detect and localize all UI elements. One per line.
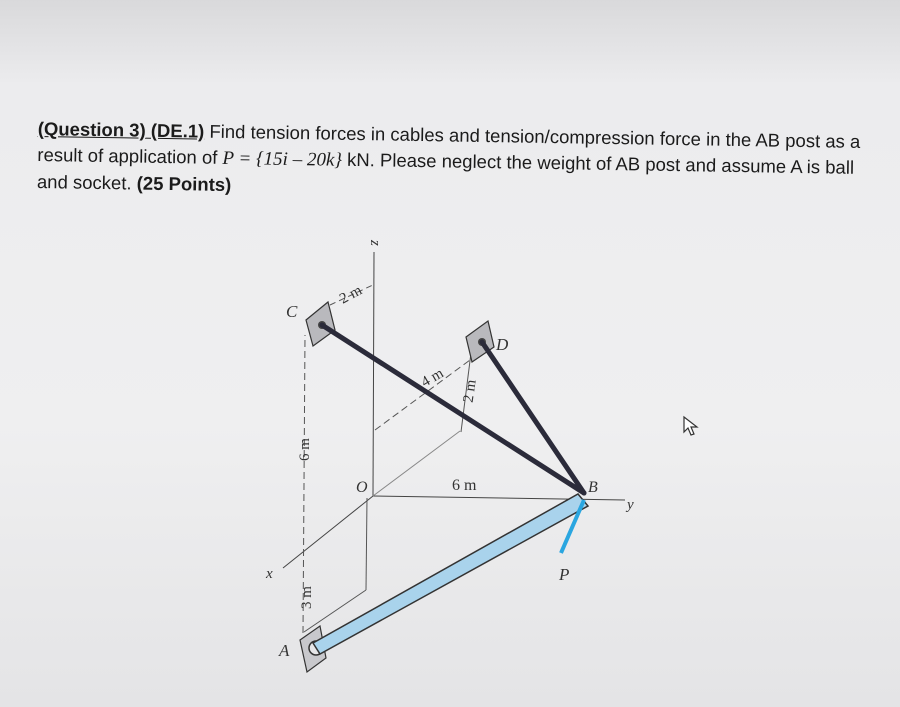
mouse-pointer-icon (682, 415, 700, 437)
dim-6m-vertical: 6 m (297, 438, 313, 461)
dim-4m: 4 m (418, 365, 447, 391)
dim-2m-top: 2 m (337, 282, 365, 308)
d-projection (373, 431, 460, 496)
cable-cb (322, 325, 584, 493)
label-c: C (286, 302, 298, 321)
label-a: A (279, 641, 290, 660)
label-z: z (367, 240, 383, 246)
label-p: P (559, 565, 570, 584)
dim-2m-d: 2 m (460, 378, 480, 404)
x-axis (283, 496, 373, 568)
question-points: (25 Points) (136, 172, 232, 196)
question-label: (Question 3) (DE.1) (37, 117, 205, 142)
question-text-part-2: kN. Please neglect the weight of AB post and assume A is ball and socket. (36, 148, 855, 194)
cable-db (482, 342, 584, 493)
label-b: B (588, 479, 598, 496)
label-x: x (266, 566, 273, 582)
z-axis (373, 252, 374, 496)
y-axis (373, 496, 625, 500)
post-ab (313, 494, 588, 654)
label-y: y (627, 497, 634, 513)
dim-3m: 3 m (299, 586, 315, 609)
force-expression: P = {15i – 20k} (222, 147, 343, 171)
dim-6m-y: 6 m (452, 477, 477, 494)
label-d: D (496, 335, 509, 354)
question-text-part-1: Find tension forces in cables and tension/compression force in the AB post as a result of application of (37, 120, 861, 168)
label-o: O (356, 479, 368, 496)
a-vertical-solid (366, 498, 367, 590)
